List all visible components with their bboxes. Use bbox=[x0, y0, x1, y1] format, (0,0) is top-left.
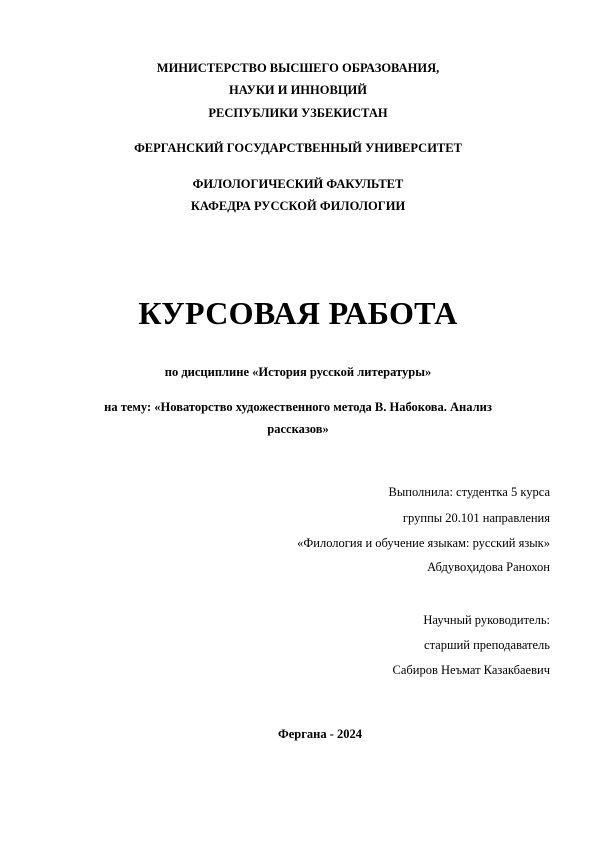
author-line-3: «Филология и обучение языкам: русский язык» bbox=[297, 536, 550, 550]
discipline-line: по дисциплине «История русской литературы» bbox=[164, 365, 432, 379]
supervisor-label: Научный руководитель: bbox=[423, 613, 550, 627]
supervisor-name: Сабиров Неъмат Казакбаевич bbox=[392, 663, 550, 677]
faculty-name: ФИЛОЛОГИЧЕСКИЙ ФАКУЛЬТЕТ bbox=[192, 177, 404, 191]
ministry-line-3: РЕСПУБЛИКИ УЗБЕКИСТАН bbox=[208, 106, 388, 120]
topic-line-1: на тему: «Новаторство художественного метода В. Набокова. Анализ bbox=[104, 400, 492, 414]
department-name: КАФЕДРА РУССКОЙ ФИЛОЛОГИИ bbox=[190, 199, 406, 213]
topic-line-2: рассказов» bbox=[267, 422, 329, 436]
city-year: Фергана - 2024 bbox=[277, 727, 363, 741]
university-name: ФЕРГАНСКИЙ ГОСУДАРСТВЕННЫЙ УНИВЕРСИТЕТ bbox=[134, 141, 462, 155]
author-name: Абдувоҳидова Ранохон bbox=[427, 560, 550, 574]
author-line-2: группы 20.101 направления bbox=[402, 511, 550, 525]
ministry-line-1: МИНИСТЕРСТВО ВЫСШЕГО ОБРАЗОВАНИЯ, bbox=[156, 61, 440, 75]
document-title: КУРСОВАЯ РАБОТА bbox=[138, 295, 458, 331]
supervisor-position: старший преподаватель bbox=[424, 638, 550, 652]
author-line-1: Выполнила: студентка 5 курса bbox=[388, 485, 550, 499]
ministry-line-2: НАУКИ И ИННОВЦИЙ bbox=[229, 83, 367, 97]
